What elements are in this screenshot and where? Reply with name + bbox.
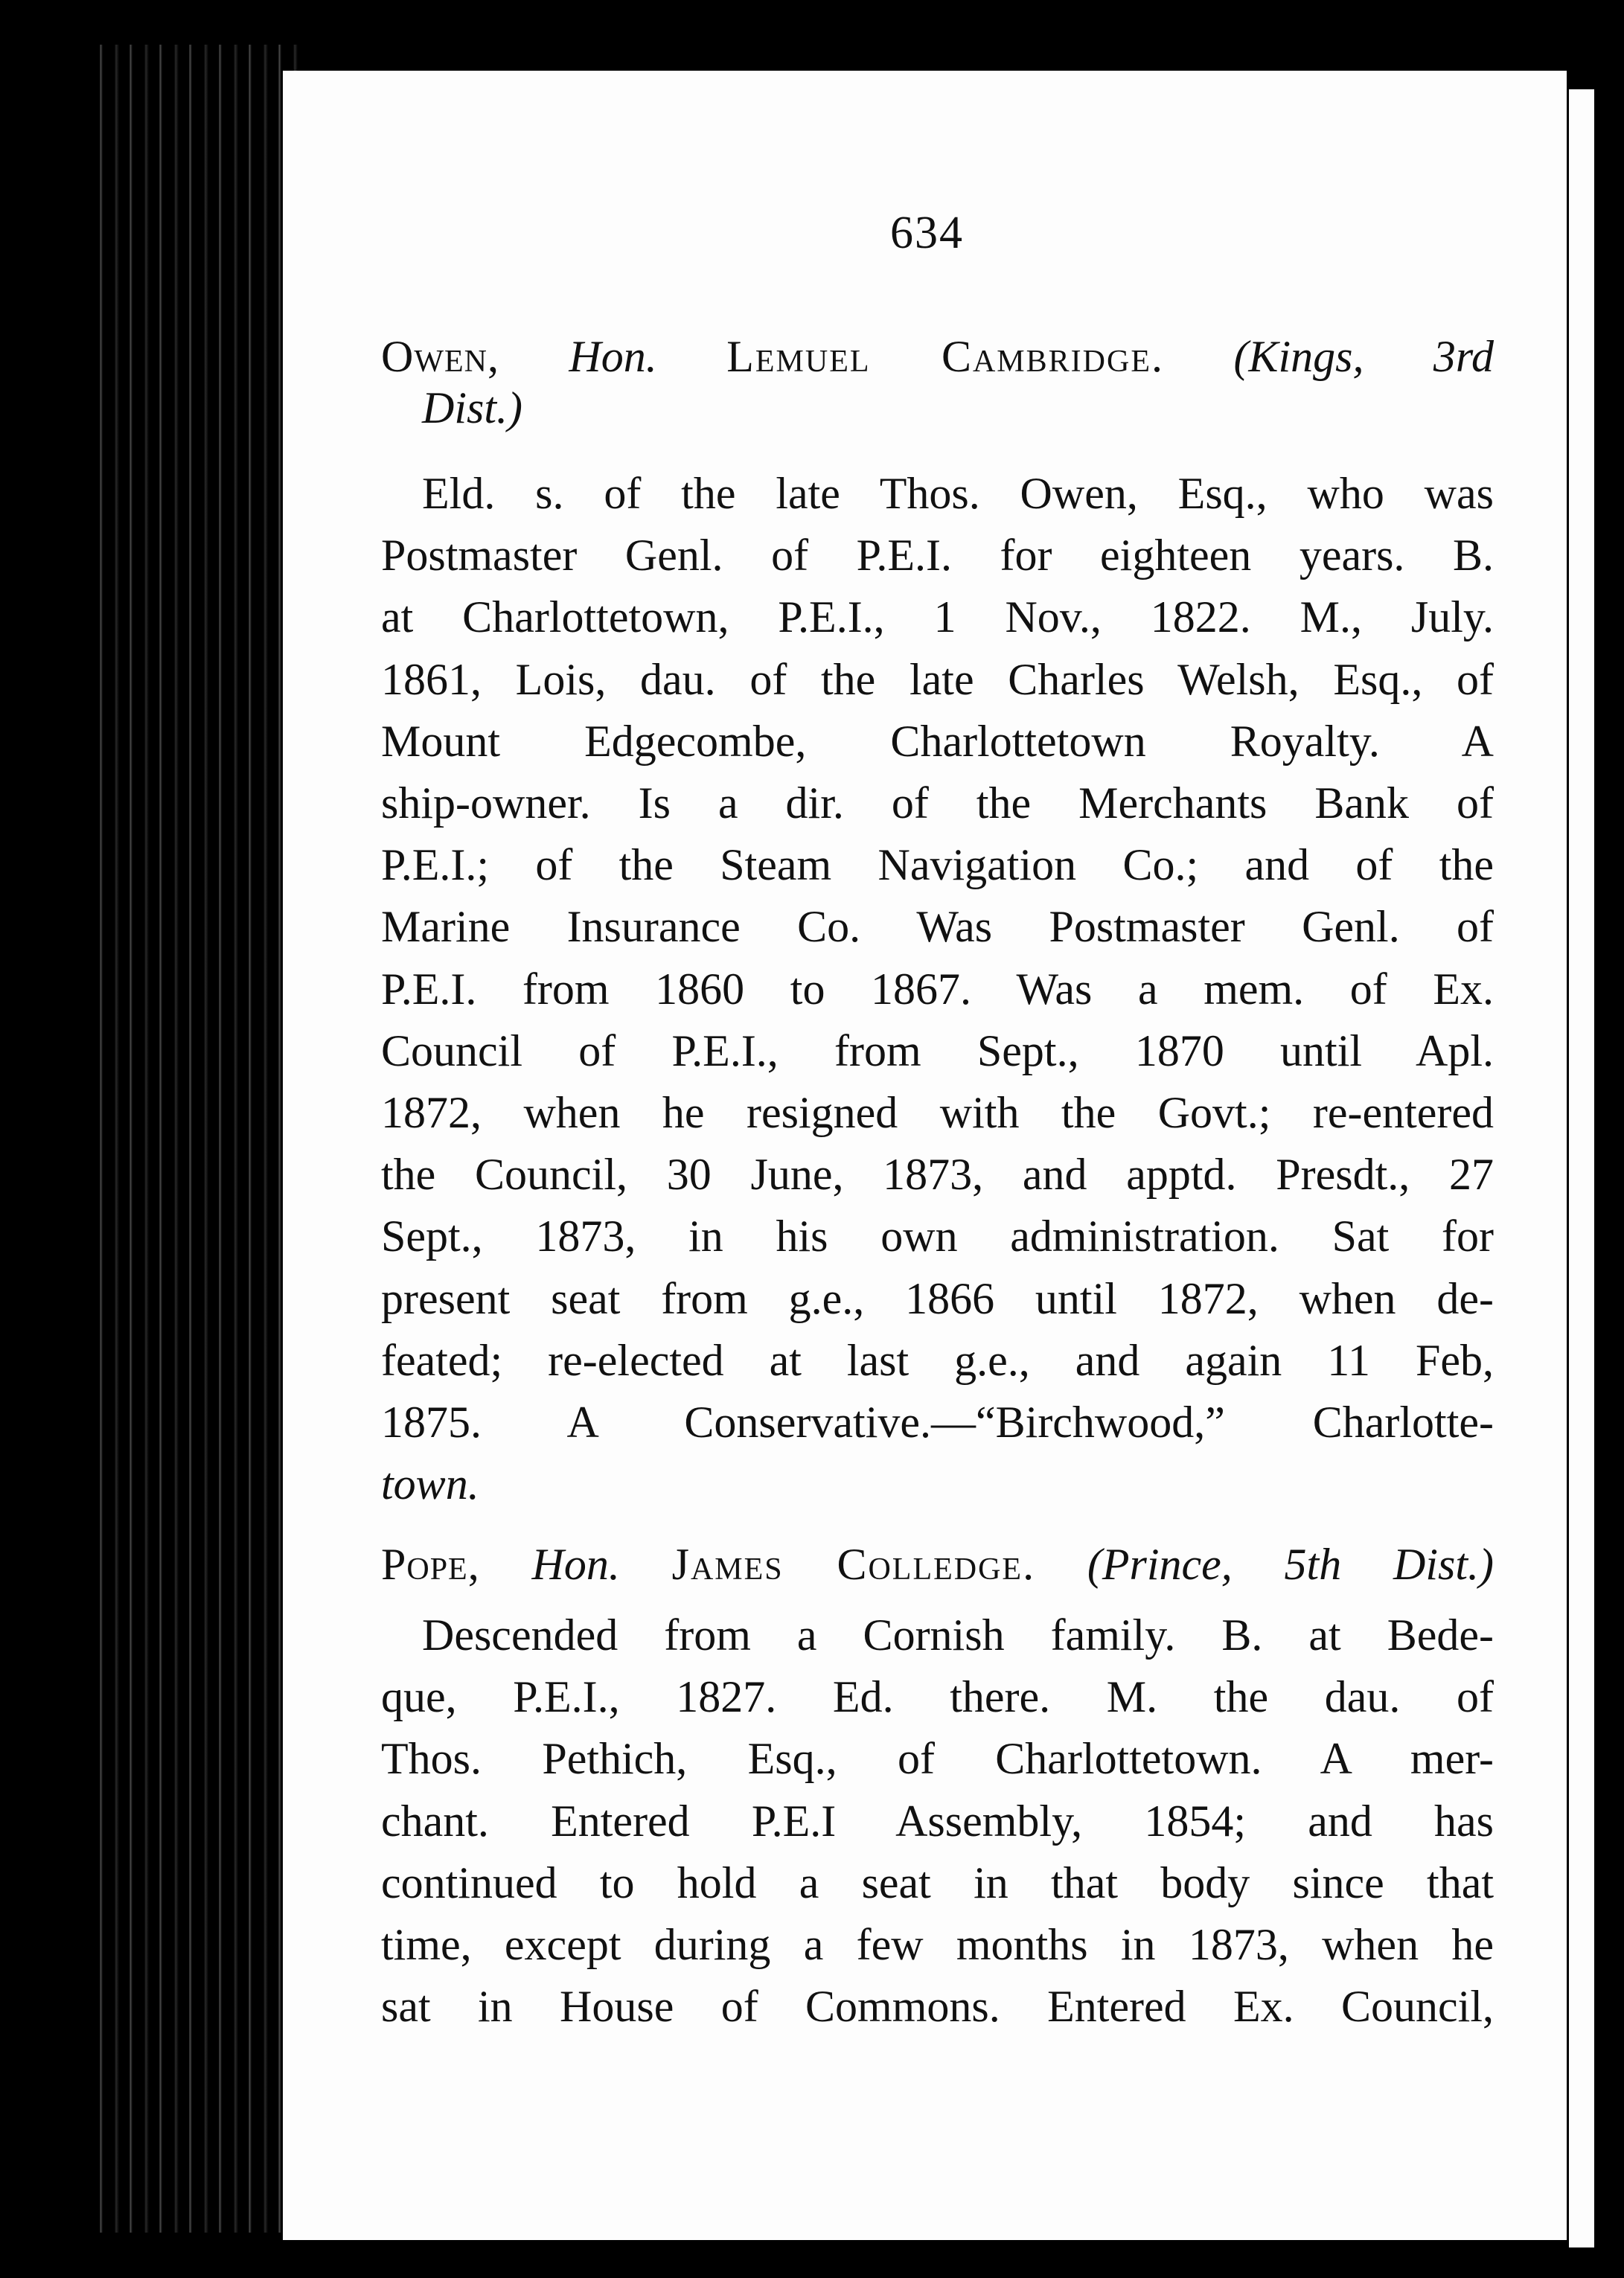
body-line: Council of P.E.I., from Sept., 1870 until Apl. bbox=[381, 1026, 1494, 1075]
entry-district: (Prince, 5th Dist.) bbox=[1087, 1540, 1494, 1589]
entry-district: (Kings, 3rd bbox=[1233, 332, 1494, 381]
body-line: Descended from a Cornish family. B. at Bede- bbox=[422, 1610, 1494, 1660]
body-line: Mount Edgecombe, Charlottetown Royalty. A bbox=[381, 716, 1494, 766]
entry-given-names: James Colledge. bbox=[671, 1540, 1036, 1589]
entry-district-continued: Dist.) bbox=[422, 383, 522, 432]
entry-body-owen bbox=[381, 463, 1494, 1515]
entry-honorific: Hon. bbox=[569, 332, 657, 381]
body-line: que, P.E.I., 1827. Ed. there. M. the dau. of bbox=[381, 1672, 1494, 1722]
body-line: Marine Insurance Co. Was Postmaster Genl. of bbox=[381, 902, 1494, 952]
entry-heading-pope bbox=[381, 1539, 1494, 1590]
body-line: P.E.I.; of the Steam Navigation Co.; and of the bbox=[381, 840, 1494, 890]
body-line: time, except during a few months in 1873, when he bbox=[381, 1920, 1494, 1970]
body-line: Thos. Pethich, Esq., of Charlottetown. A mer- bbox=[381, 1734, 1494, 1784]
body-line: continued to hold a seat in that body since that bbox=[381, 1858, 1494, 1907]
body-line: town. bbox=[381, 1459, 479, 1509]
body-line: 1875. A Conservative.—“Birchwood,” Charlotte- bbox=[381, 1398, 1494, 1447]
entry-heading-owen bbox=[381, 331, 1494, 434]
body-line: chant. Entered P.E.I Assembly, 1854; and has bbox=[381, 1796, 1494, 1846]
body-line: at Charlottetown, P.E.I., 1 Nov., 1822. M., July. bbox=[381, 592, 1494, 642]
body-line: Postmaster Genl. of P.E.I. for eighteen years. B. bbox=[381, 531, 1494, 580]
body-line: 1872, when he resigned with the Govt.; re-entered bbox=[381, 1088, 1494, 1138]
body-line: Sept., 1873, in his own administration. Sat for bbox=[381, 1212, 1494, 1261]
entry-body-pope bbox=[381, 1604, 1494, 2038]
entry-honorific: Hon. bbox=[531, 1540, 620, 1589]
body-line: the Council, 30 June, 1873, and apptd. Presdt., 27 bbox=[381, 1150, 1494, 1200]
book-binding-gutter bbox=[89, 45, 298, 2233]
body-line: 1861, Lois, dau. of the late Charles Welsh, Esq., of bbox=[381, 654, 1494, 704]
body-line: sat in House of Commons. Entered Ex. Council, bbox=[381, 1982, 1494, 2032]
entry-surname: Pope, bbox=[381, 1540, 480, 1589]
next-page-edge bbox=[1569, 89, 1594, 2247]
entry-given-names: Lemuel Cambridge. bbox=[726, 332, 1164, 381]
body-line: Eld. s. of the late Thos. Owen, Esq., who was bbox=[422, 469, 1494, 518]
body-line: P.E.I. from 1860 to 1867. Was a mem. of Ex. bbox=[381, 964, 1494, 1014]
body-line: present seat from g.e., 1866 until 1872, when de- bbox=[381, 1273, 1494, 1323]
page-number: 634 bbox=[890, 208, 964, 258]
body-line: feated; re-elected at last g.e., and again 11 Feb, bbox=[381, 1335, 1494, 1385]
entry-surname: Owen, bbox=[381, 332, 499, 381]
body-line: ship-owner. Is a dir. of the Merchants Bank of bbox=[381, 778, 1494, 828]
